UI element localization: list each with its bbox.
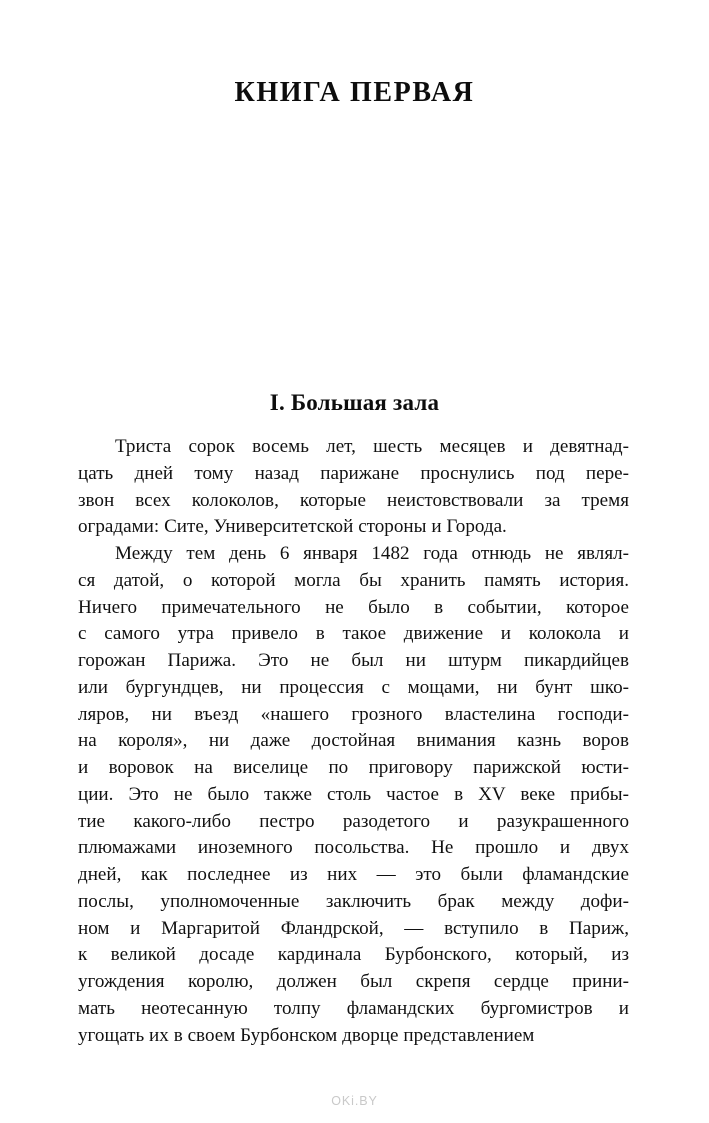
text-line: или бургундцев, ни процессия с мощами, ни бунт шко- (78, 676, 629, 698)
text-line: плюмажами иноземного посольства. Не прошло и двух (78, 837, 629, 859)
text-line: ляров, ни въезд «нашего грозного властелина господи- (78, 703, 629, 725)
paragraph-2 (78, 541, 629, 1049)
watermark: OKi.BY (331, 1094, 378, 1108)
text-line: оградами: Сите, Университетской стороны и Города. (78, 516, 507, 538)
text-line: Между тем день 6 января 1482 года отнюдь не являл- (115, 543, 629, 564)
text-line: дней, как последнее из них — это были фламандские (78, 864, 629, 885)
text-line: Триста сорок восемь лет, шесть месяцев и девятнад- (115, 436, 629, 457)
body-text (78, 434, 629, 1049)
text-line: Ничего примечательного не было в событии, которое (78, 596, 629, 618)
text-line: тие какого-либо пестро разодетого и разукрашенного (78, 810, 629, 832)
text-line: звон всех колоколов, которые неистовствовали за тремя (78, 489, 629, 511)
text-line: к великой досаде кардинала Бурбонского, который, из (78, 944, 629, 966)
text-line: угождения королю, должен был скрепя сердце прини- (78, 971, 629, 992)
text-line: горожан Парижа. Это не был ни штурм пикардийцев (78, 650, 629, 671)
text-line: послы, уполномоченные заключить брак между дофи- (78, 890, 629, 912)
text-line: ции. Это не было также столь частое в XV веке прибы- (78, 783, 629, 805)
text-line: с самого утра привело в такое движение и колокола и (78, 623, 629, 645)
text-line: на короля», ни даже достойная внимания казнь воров (78, 730, 629, 752)
text-line: и воровок на виселице по приговору парижской юсти- (78, 757, 629, 778)
text-line: ном и Маргаритой Фландрской, — вступило в Париж, (78, 917, 629, 939)
text-line: ся датой, о которой могла бы хранить память история. (78, 569, 629, 591)
book-title: КНИГА ПЕРВАЯ (234, 77, 475, 108)
text-line: мать неотесанную толпу фламандских бургомистров и (78, 997, 629, 1019)
paragraph-1 (78, 434, 629, 541)
text-line: цать дней тому назад парижане проснулись под пере- (78, 462, 629, 484)
text-line: угощать их в своем Бурбонском дворце представлением (78, 1024, 535, 1046)
chapter-heading: I. Большая зала (269, 390, 440, 415)
